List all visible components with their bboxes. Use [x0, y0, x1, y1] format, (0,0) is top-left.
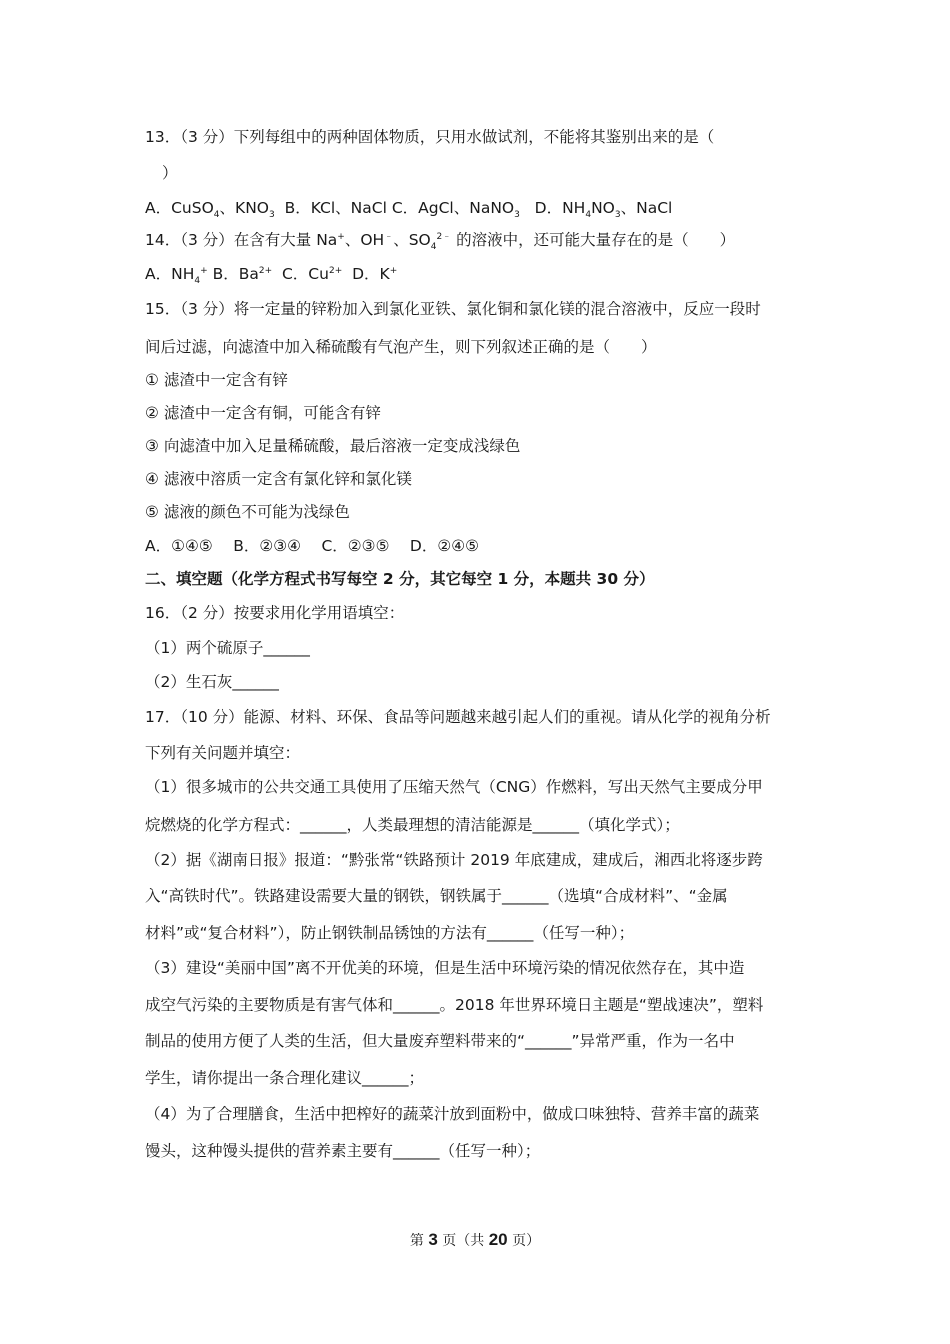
- q15-options: A．①④⑤ B．②③④ C．②③⑤ D．②④⑤: [145, 537, 480, 555]
- q17-line-8: （3）建设“美丽中国”离不开优美的环境，但是生活中环境污染的情况依然存在，其中造: [145, 959, 745, 977]
- q16-stem: 16．（2 分）按要求用化学用语填空：: [145, 604, 405, 622]
- q17-line-3: （1）很多城市的公共交通工具使用了压缩天然气（CNG）作燃料，写出天然气主要成分甲: [145, 778, 763, 796]
- q17-line-12: （4）为了合理膳食，生活中把榨好的蔬菜汁放到面粉中，做成口味独特、营养丰富的蔬菜: [145, 1105, 760, 1123]
- q14-stem: 14．（3 分）在含有大量 Na+、OH﹣、$SO_4^{2﹣}$ 的溶液中，还可能大量存在的是（ ）: [145, 231, 736, 253]
- q17-line-6: 入“高铁时代”。铁路建设需要大量的钢铁，钢铁属于______（选填“合成材料”、“金属: [145, 887, 728, 905]
- q16-part-2: （2）生石灰______: [145, 673, 279, 691]
- q17-line-4: 烷燃烧的化学方程式：______，人类最理想的清洁能源是______（填化学式）；: [145, 816, 680, 834]
- q14-options: A．$NH_4^+$ B．$Ba^{2+}$ C．$Cu^{2+}$ D．K+: [145, 265, 398, 287]
- q13-options: A．CuSO$_4$、$KNO_3$ B．KCl、NaCl C．AgCl、NaNO$_3$ D．$NH_4NO_3$、NaCl: [145, 199, 673, 221]
- section-2-heading: 二、填空题（化学方程式书写每空 2 分，其它每空 1 分，本题共 30 分）: [145, 570, 655, 588]
- q15-stem-line2: 间后过滤，向滤渣中加入稀硫酸有气泡产生，则下列叙述正确的是（ ）: [145, 338, 657, 356]
- q13-stem-cont: ）: [162, 164, 178, 182]
- q17-line-1: 17．（10 分）能源、材料、环保、食品等问题越来越引起人们的重视。请从化学的视角分析: [145, 708, 771, 726]
- q17-line-5: （2）据《湖南日报》报道：“黔张常“铁路预计 2019 年底建成，建成后，湘西北将逐步跨: [145, 851, 763, 869]
- page-footer: 第 3 页（共 20 页）: [409, 1230, 541, 1249]
- q17-line-9: 成空气污染的主要物质是有害气体和______。2018 年世界环境日主题是“塑战速决”，塑料: [145, 996, 764, 1014]
- q15-statement-5: ⑤ 滤液的颜色不可能为浅绿色: [145, 503, 350, 521]
- q15-statement-1: ① 滤渣中一定含有锌: [145, 371, 288, 389]
- q16-part-1: （1）两个硫原子______: [145, 639, 310, 657]
- q15-statement-2: ② 滤渣中一定含有铜，可能含有锌: [145, 404, 381, 422]
- q17-line-13: 馒头，这种馒头提供的营养素主要有______（任写一种）；: [145, 1142, 541, 1160]
- page-number: 3: [428, 1230, 438, 1249]
- q17-line-7: 材料”或“复合材料”），防止钢铁制品锈蚀的方法有______（任写一种）；: [145, 924, 635, 942]
- page-total: 20: [488, 1230, 508, 1249]
- q15-stem-line1: 15．（3 分）将一定量的锌粉加入到氯化亚铁、氯化铜和氯化镁的混合溶液中，反应一段时: [145, 300, 761, 318]
- q13-stem: 13．（3 分）下列每组中的两种固体物质，只用水做试剂，不能将其鉴别出来的是（: [145, 128, 715, 146]
- q17-line-11: 学生，请你提出一条合理化建议______；: [145, 1069, 425, 1087]
- q17-line-2: 下列有关问题并填空：: [145, 744, 301, 762]
- q15-statement-3: ③ 向滤渣中加入足量稀硫酸，最后溶液一定变成浅绿色: [145, 437, 521, 455]
- q17-line-10: 制品的使用方便了人类的生活，但大量废弃塑料带来的“______”异常严重，作为一名中: [145, 1032, 735, 1050]
- q15-statement-4: ④ 滤液中溶质一定含有氯化锌和氯化镁: [145, 470, 412, 488]
